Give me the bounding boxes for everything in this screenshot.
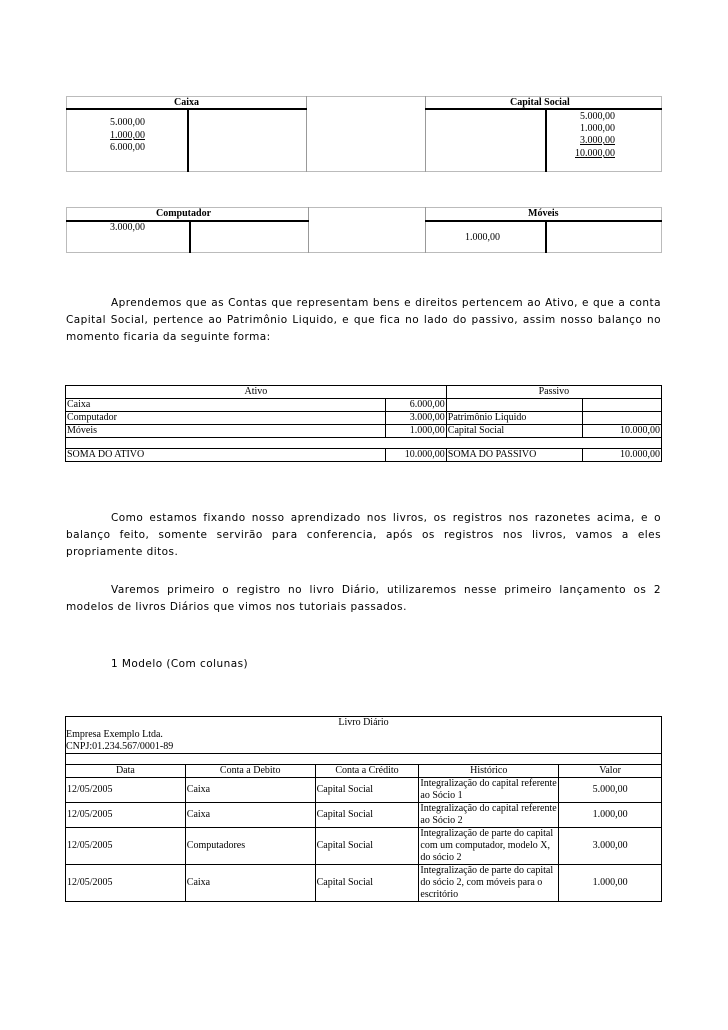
t-account-value: 1.000,00 (465, 232, 500, 243)
total-ativo-value: 10.000,00 (385, 449, 446, 462)
spacer-row (66, 438, 662, 449)
cell-debito: Computadores (185, 828, 315, 865)
t-account-value: 3.000,00 (580, 135, 615, 146)
total-ativo-label: SOMA DO ATIVO (66, 449, 386, 462)
cell-debito: Caixa (185, 865, 315, 902)
balance-row-value: 6.000,00 (385, 399, 446, 412)
balance-row-passivo-value (582, 412, 661, 425)
cell-data: 12/05/2005 (66, 778, 186, 803)
balance-row-value: 1.000,00 (385, 425, 446, 438)
balance-row-passivo-value: 10.000,00 (582, 425, 661, 438)
t-account-stem (189, 220, 191, 253)
passivo-header: Passivo (446, 386, 661, 399)
grid-line (66, 96, 662, 97)
t-account-value: 10.000,00 (575, 148, 615, 159)
grid-line (66, 207, 67, 253)
t-account-value: 3.000,00 (110, 222, 145, 233)
t-account-value: 1.000,00 (580, 123, 615, 134)
total-passivo-value: 10.000,00 (582, 449, 661, 462)
t-account-title-moveis: Móveis (528, 208, 559, 219)
cell-historico: Integralização do capital referente ao Sócio 1 (420, 778, 557, 801)
balance-row-label: Móveis (66, 425, 386, 438)
cell-debito: Caixa (185, 803, 315, 828)
balance-row-label: Caixa (66, 399, 386, 412)
company-cnpj: CNPJ:01.234.567/0001-89 (66, 741, 174, 752)
total-passivo-label: SOMA DO PASSIVO (446, 449, 582, 462)
diario-title: Livro Diário (338, 717, 389, 728)
column-header-valor: Valor (559, 765, 662, 778)
cell-historico: Integralização de parte do capital do sócio 2, com móveis para o escritório (419, 865, 559, 902)
t-account-topline (425, 108, 662, 110)
cell-valor: 3.000,00 (559, 828, 662, 865)
modelo-heading: 1 Modelo (Com colunas) (111, 658, 249, 670)
balance-row-passivo-label: Patrimônio Liquido (446, 412, 582, 425)
column-header-data: Data (66, 765, 186, 778)
column-divider (308, 207, 309, 253)
cell-data: 12/05/2005 (66, 803, 186, 828)
column-header-debito: Conta a Debito (185, 765, 315, 778)
column-header-historico: Histórico (419, 765, 559, 778)
cell-data: 12/05/2005 (66, 865, 186, 902)
paragraph-livro-diario: Varemos primeiro o registro no livro Diário, utilizaremos nesse primeiro lançamento os 2 modelos de livros Diários que vimos nos tutoriais passados. (66, 584, 661, 613)
balance-row-label: Computador (66, 412, 386, 425)
spacer-row (66, 754, 662, 765)
ativo-header: Ativo (66, 386, 447, 399)
cell-historico: Integralização do capital referente ao Sócio 2 (420, 803, 557, 826)
column-divider (425, 207, 426, 253)
t-account-title-computador: Computador (156, 208, 212, 219)
grid-line (66, 171, 662, 172)
balance-row-passivo-label (446, 399, 582, 412)
t-account-stem (187, 108, 189, 172)
t-account-title-capital-social: Capital Social (510, 97, 570, 108)
t-account-stem (545, 108, 547, 172)
table-row (66, 865, 662, 902)
grid-line (661, 207, 662, 253)
balance-row-passivo-value (582, 399, 661, 412)
t-account-value: 6.000,00 (110, 142, 145, 153)
t-account-topline (425, 220, 662, 222)
balance-row-passivo-label: Capital Social (446, 425, 582, 438)
t-account-value: 5.000,00 (110, 117, 145, 128)
table-row (66, 828, 662, 865)
cell-credito: Capital Social (315, 865, 419, 902)
cell-credito: Capital Social (315, 778, 419, 803)
paragraph-conferencia: Como estamos fixando nosso aprendizado nos livros, os registros nos razonetes acima, e o balanço feito, somente servirão para conferencia, após os registros nos livros, vamos a eles propriamente ditos. (66, 512, 661, 558)
column-header-credito: Conta a Crédito (315, 765, 419, 778)
cell-debito: Caixa (185, 778, 315, 803)
company-name: Empresa Exemplo Ltda. (66, 729, 163, 740)
table-row (66, 778, 662, 803)
grid-line (66, 252, 662, 253)
t-account-value: 5.000,00 (580, 111, 615, 122)
t-account-topline (66, 220, 309, 222)
t-account-value: 1.000,00 (110, 130, 145, 141)
cell-credito: Capital Social (315, 803, 419, 828)
cell-credito: Capital Social (315, 828, 419, 865)
balance-row-value: 3.000,00 (385, 412, 446, 425)
cell-historico: Integralização de parte do capital com um computador, modelo X, do sócio 2 (419, 828, 559, 865)
cell-data: 12/05/2005 (66, 828, 186, 865)
cell-valor: 1.000,00 (559, 803, 662, 828)
t-account-stem (545, 220, 547, 253)
cell-valor: 5.000,00 (559, 778, 662, 803)
table-row (66, 803, 662, 828)
t-account-title-caixa: Caixa (174, 97, 199, 108)
cell-valor: 1.000,00 (559, 865, 662, 902)
paragraph-balance-intro: Aprendemos que as Contas que representam bens e direitos pertencem ao Ativo, e que a conta Capital Social, pertence ao Patrimônio Liquido, e que fica no lado do passivo, assim nosso balanço no momento ficaria da seguinte forma: (66, 297, 661, 343)
